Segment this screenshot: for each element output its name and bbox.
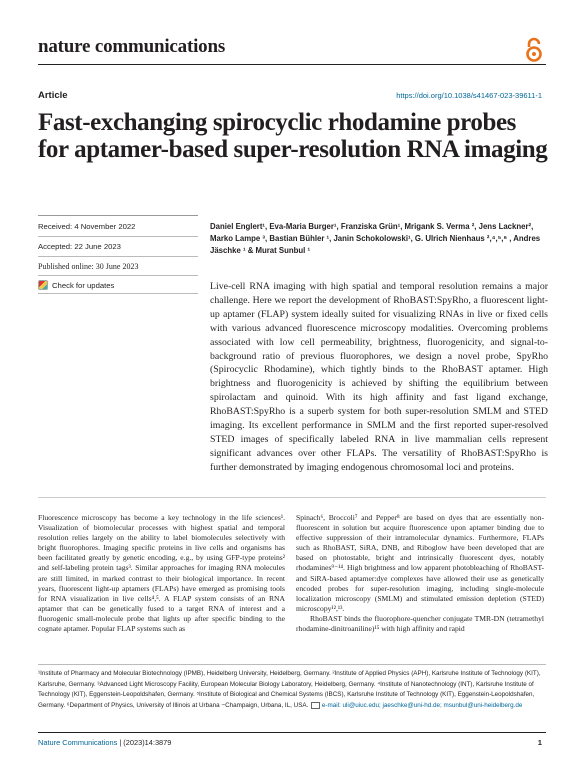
check-for-updates-icon: [38, 280, 48, 290]
article-type: Article: [38, 90, 68, 101]
affiliation-text: ¹Institute of Pharmacy and Molecular Biotechnology (IPMB), Heidelberg University, Heidelberg, Germany. ²Institute of Applied Physics (APH), Karlsruhe Institute of Technology (KIT), Karlsruhe, Germany. ³Advanced Light Microscopy Facility, European Molecular Biology Laboratory, Heidelberg, Germany. ⁴Institute of Nanotechnology (INT), Karlsruhe Institute of Technology (KIT), Eggenstein-Leopoldshafen, Germany. ⁵Institute of Biological and Chemical Systems (IBCS), Karlsruhe Institute of Technology (KIT), Eggenstein-Leopoldshafen, Germany. ⁶Department of Physics, University of Illinois at Urbana −Champaign, Urbana, IL, USA.: [38, 670, 541, 709]
check-for-updates-button[interactable]: [38, 280, 114, 290]
article-title: Fast-exchanging spirocyclic rhodamine probes for aptamer-based super-resolution RNA imaging: [38, 109, 548, 163]
published-date: Published online: 30 June 2023: [38, 262, 139, 271]
accepted-date: Accepted: 22 June 2023: [38, 242, 121, 251]
abstract: Live-cell RNA imaging with high spatial and temporal resolution remains a major challenge. Here we report the development of RhoBAST:SpyRho, a fluorescent light-up aptamer (FLAP) system ideally suited for visualizing RNAs in live or fixed cells with various advanced fluorescence microscopy modalities. Overcoming problems associated with low cell permeability, brightness, fluorogenicity, and signal-to-background ratio of previous fluorophores, we design a novel probe, SpyRho (Spirocyclic Rhodamine), which tightly binds to the RhoBAST aptamer. High brightness and fluorogenicity is achieved by shifting the equilibrium between spirolactam and quinoid. With its high affinity and fast ligand exchange, RhoBAST:SpyRho is a superb system for both super-resolution SMLM and STED imaging. Its excellent performance in SMLM and the first reported super-resolved STED images of specifically labeled RNA in live mammalian cells represent significant advances over other FLAPs. The versatility of RhoBAST:SpyRho is further demonstrated by imaging endogenous chromosomal loci and proteins.: [210, 281, 548, 473]
dates-rule-3: [38, 256, 198, 257]
author-list: Daniel Englert¹, Eva-Maria Burger¹, Franziska Grün¹, Mrigank S. Verma ², Jens Lackner², Marko Lampe ³, Bastian Bühler ¹, Janin Schokolowski¹, G. Ulrich Nienhaus ²,⁴,⁵,⁶ , Andres Jäschke ¹ & Murat Sunbul ¹: [210, 222, 541, 255]
footer-rule: [38, 732, 546, 733]
email-list[interactable]: e-mail: uli@uiuc.edu; jaeschke@uni-hd.de; msunbul@uni-heidelberg.de: [321, 701, 523, 709]
page-number: 1: [537, 738, 542, 747]
body-rule: [38, 497, 546, 498]
header-rule: [38, 64, 546, 65]
dates-rule-2: [38, 236, 198, 237]
body-paragraph: RhoBAST binds the fluorophore-quencher conjugate TMR-DN (tetramethyl rhodamine-dinitroaniline)¹⁵ with high affinity and rapid: [296, 613, 544, 634]
dates-rule: [38, 215, 198, 216]
journal-name: nature communications: [38, 36, 226, 57]
footer-volume: | (2023)14:3879: [117, 738, 172, 747]
received-date: Received: 4 November 2022: [38, 222, 136, 231]
footer-citation: [38, 738, 171, 747]
footer-journal[interactable]: Nature Communications: [38, 738, 118, 747]
dates-rule-4: [38, 275, 198, 276]
body-paragraph: Spinach⁶, Broccoli⁷ and Pepper⁸ are based on dyes that are essentially non-fluorescent in solution but acquire fluorescence upon aptamer binding due to effective suppression of their intramolecular dynamics. Furthermore, FLAPs such as RhoBAST, SiRA, DNB, and Riboglow have been developed that are based on photostable, bright and intrinsically fluorescent dyes, notably rhodamines⁹⁻¹⁴. High brightness and low apparent photobleaching of RhoBAST- and SiRA-based aptamer:dye complexes have allowed their use as genetically encoded probes for super-resolution imaging, including single-molecule localization microscopy (SMLM) and stimulated emission depletion (STED) microscopy¹²,¹³.: [296, 513, 544, 613]
dates-rule-5: [38, 293, 198, 294]
check-for-updates-label: Check for updates: [52, 280, 115, 290]
affiliations: [38, 669, 546, 711]
envelope-icon: [311, 702, 320, 709]
open-access-icon[interactable]: [524, 37, 544, 63]
doi-link[interactable]: https://doi.org/10.1038/s41467-023-39611-1: [396, 91, 542, 100]
body-column-2: [296, 513, 544, 634]
affil-rule: [38, 664, 546, 665]
body-column-1: Fluorescence microscopy has become a key technology in the life sciences¹. Visualization of biomolecular processes with highest spatial and temporal resolution relies largely on the ability to label biomolecules selectively with bright fluorophores. Imaging specific proteins in live cells and organisms has been facilitated greatly by genetic encoding, e.g., by using GFP-type proteins² and self-labeling protein tags³. Similar approaches for imaging RNA molecules are still limited, in marked contrast to their biological importance. In recent years, fluorescent light-up aptamers (FLAPs) have emerged as promising tools for RNA visualization in live cells⁴,⁵. A FLAP system consists of an RNA aptamer that can be genetically fused to a target RNA of interest and a fluorogenic small-molecule probe that lights up after specific binding to the cognate aptamer. Popular FLAP systems such as: [38, 513, 285, 634]
